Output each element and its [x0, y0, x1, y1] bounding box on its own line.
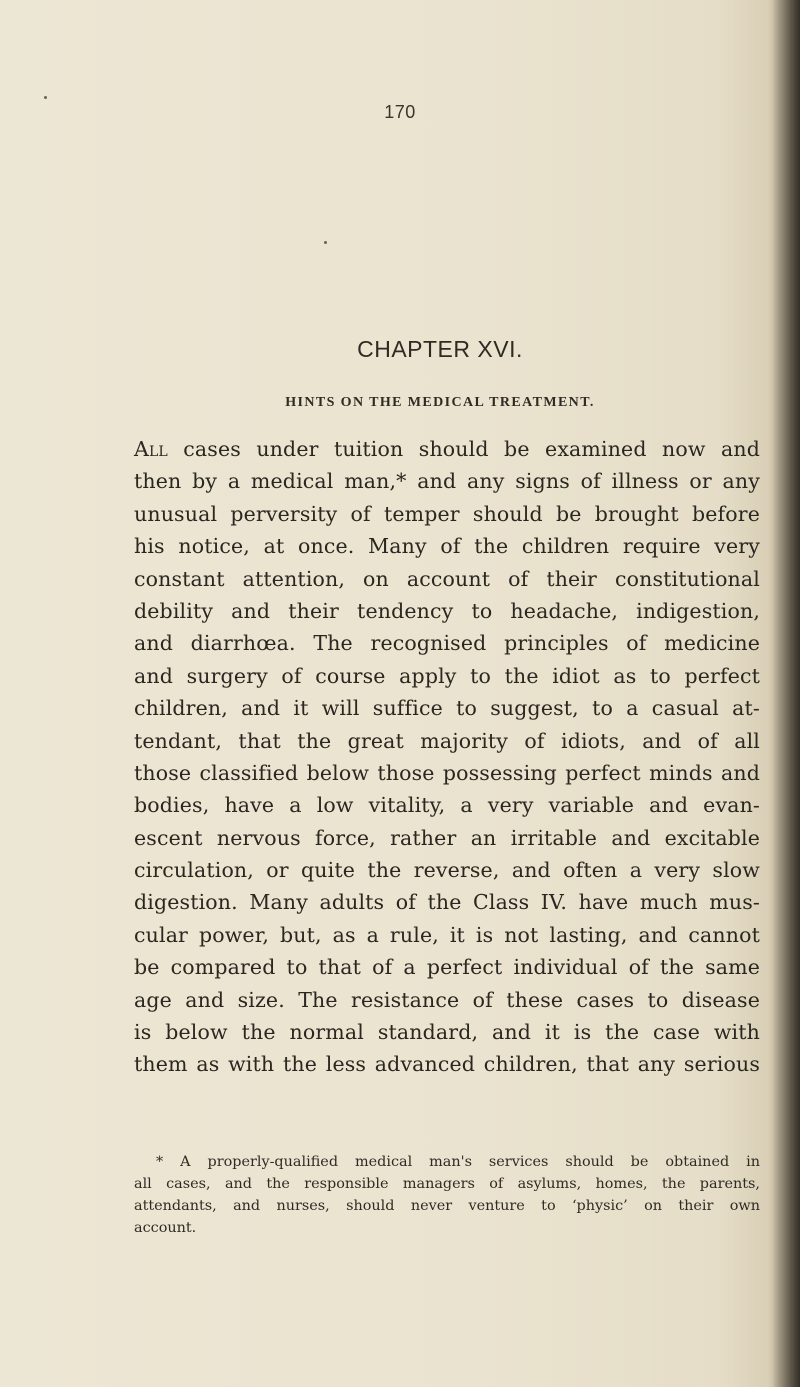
body-line: then by a medical man,* and any signs of illness or any — [134, 469, 760, 494]
footnote-line: account. — [134, 1220, 197, 1236]
body-line: cular power, but, as a rule, it is not lasting, and cannot — [134, 922, 760, 947]
body-paragraph — [134, 433, 760, 1081]
page-number: 170 — [384, 102, 416, 122]
body-line: tendant, that the great majority of idiots, and of all — [134, 728, 760, 753]
body-line: children, and it will suffice to suggest, to a casual at- — [134, 696, 760, 721]
body-line: debility and their tendency to headache, indigestion, — [134, 598, 760, 623]
body-line: bodies, have a low vitality, a very variable and evan- — [134, 793, 760, 818]
body-line: digestion. Many adults of the Class IV. have much mus- — [134, 890, 760, 915]
body-line: circulation, or quite the reverse, and often a very slow — [134, 858, 760, 883]
paper-speck — [324, 241, 327, 244]
body-line: and diarrhœa. The recognised principles of medicine — [134, 631, 760, 656]
opening-word: All — [134, 437, 168, 461]
body-line: and surgery of course apply to the idiot as to perfect — [134, 663, 760, 688]
body-line: constant attention, on account of their constitutional — [134, 566, 760, 591]
body-line-text: cases under tuition should be examined now and — [167, 437, 760, 461]
footnote-line: all cases, and the responsible managers of asylums, homes, the parents, — [134, 1176, 760, 1192]
body-line: escent nervous force, rather an irritable and excitable — [134, 825, 760, 850]
body-line: them as with the less advanced children, that any serious — [134, 1052, 760, 1077]
paper-speck — [44, 96, 47, 99]
body-line: is below the normal standard, and it is the case with — [134, 1020, 760, 1045]
footnote-line: attendants, and nurses, should never venture to ‘physic’ on their own — [134, 1198, 760, 1214]
footnote — [134, 1151, 760, 1239]
body-line: be compared to that of a perfect individual of the same — [134, 955, 760, 980]
section-title: HINTS ON THE MEDICAL TREATMENT. — [285, 395, 595, 410]
body-line: age and size. The resistance of these cases to disease — [134, 987, 760, 1012]
body-line: unusual perversity of temper should be brought before — [134, 501, 760, 526]
body-line — [134, 433, 760, 465]
page-edge-shadow — [772, 0, 800, 1387]
chapter-title: CHAPTER XVI. — [357, 336, 523, 362]
footnote-line: * A properly-qualified medical man's services should be obtained in — [156, 1154, 760, 1170]
body-line: those classified below those possessing perfect minds and — [134, 760, 760, 785]
body-line: his notice, at once. Many of the children require very — [134, 534, 760, 559]
